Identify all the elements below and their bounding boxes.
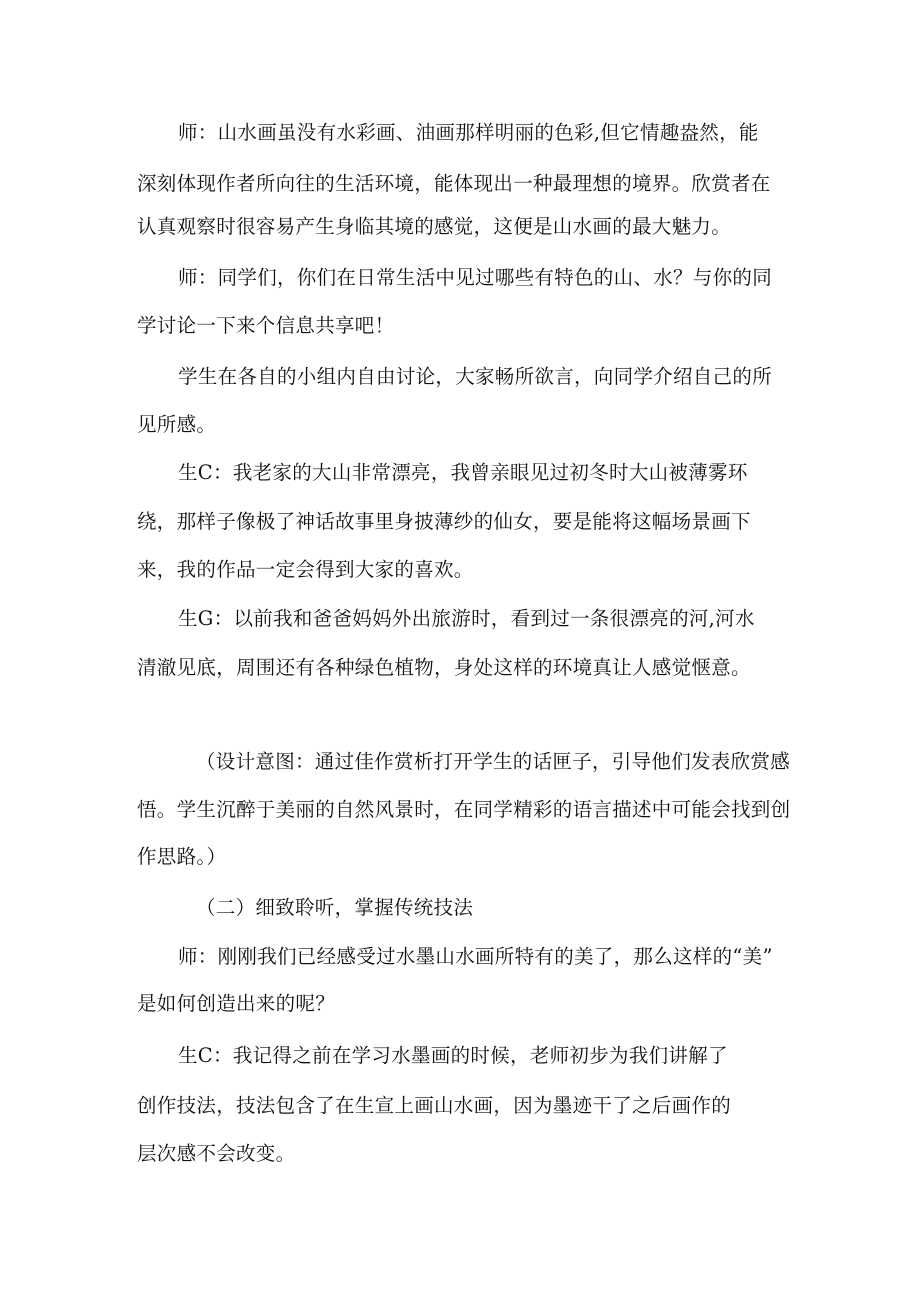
paragraph-1-line-1: 师：山水画虽没有水彩画、油画那样明丽的色彩,但它情趣盎然，能 — [178, 121, 759, 144]
paragraph-6-line-3: 作思路。） — [137, 845, 227, 868]
paragraph-1-line-3: 认真观察时很容易产生身临其境的感觉，这便是山水画的最大魅力。 — [137, 215, 732, 238]
paragraph-4-line-2: 绕，那样子像极了神话故事里身披薄纱的仙女，要是能将这幅场景画下 — [137, 510, 751, 533]
paragraph-6-line-2: 悟。学生沉醉于美丽的自然风景时，在同学精彩的语言描述中可能会找到创 — [137, 798, 791, 821]
paragraph-3-line-1: 学生在各自的小组内自由讨论，大家畅所欲言，向同学介绍自己的所 — [178, 365, 773, 388]
paragraph-5-line-2: 清澈见底，周围还有各种绿色植物，身处这样的环境真让人感觉惬意。 — [137, 656, 751, 679]
paragraph-2-line-1: 师：同学们，你们在日常生活中见过哪些有特色的山、水？与你的同 — [178, 266, 773, 289]
paragraph-2-line-2: 学讨论一下来个信息共享吧！ — [137, 314, 395, 337]
paragraph-4-line-3: 来，我的作品一定会得到大家的喜欢。 — [137, 558, 474, 581]
paragraph-4-line-1: 生C：我老家的大山非常漂亮，我曾亲眼见过初冬时大山被薄雾环 — [178, 461, 748, 484]
paragraph-9-line-1: 生C：我记得之前在学习水墨画的时候，老师初步为我们讲解了 — [178, 1044, 728, 1067]
paragraph-9-line-2: 创作技法，技法包含了在生宣上画山水画，因为墨迹干了之后画作的 — [137, 1094, 732, 1117]
paragraph-8-line-2: 是如何创造出来的呢？ — [137, 992, 336, 1015]
paragraph-3-line-2: 见所感。 — [137, 413, 217, 436]
section-heading: （二）细致聆听，掌握传统技法 — [196, 896, 474, 919]
paragraph-5-line-1: 生G：以前我和爸爸妈妈外出旅游时，看到过一条很漂亮的河,河水 — [178, 607, 755, 630]
paragraph-8-line-1: 师：刚刚我们已经感受过水墨山水画所特有的美了，那么这样的“美” — [178, 945, 773, 968]
paragraph-6-line-1: （设计意图：通过佳作赏析打开学生的话匣子，引导他们发表欣赏感 — [196, 750, 791, 773]
paragraph-9-line-3: 层次感不会改变。 — [137, 1142, 296, 1165]
paragraph-1-line-2: 深刻体现作者所向往的生活环境，能体现出一种最理想的境界。欣赏者在 — [137, 172, 771, 195]
